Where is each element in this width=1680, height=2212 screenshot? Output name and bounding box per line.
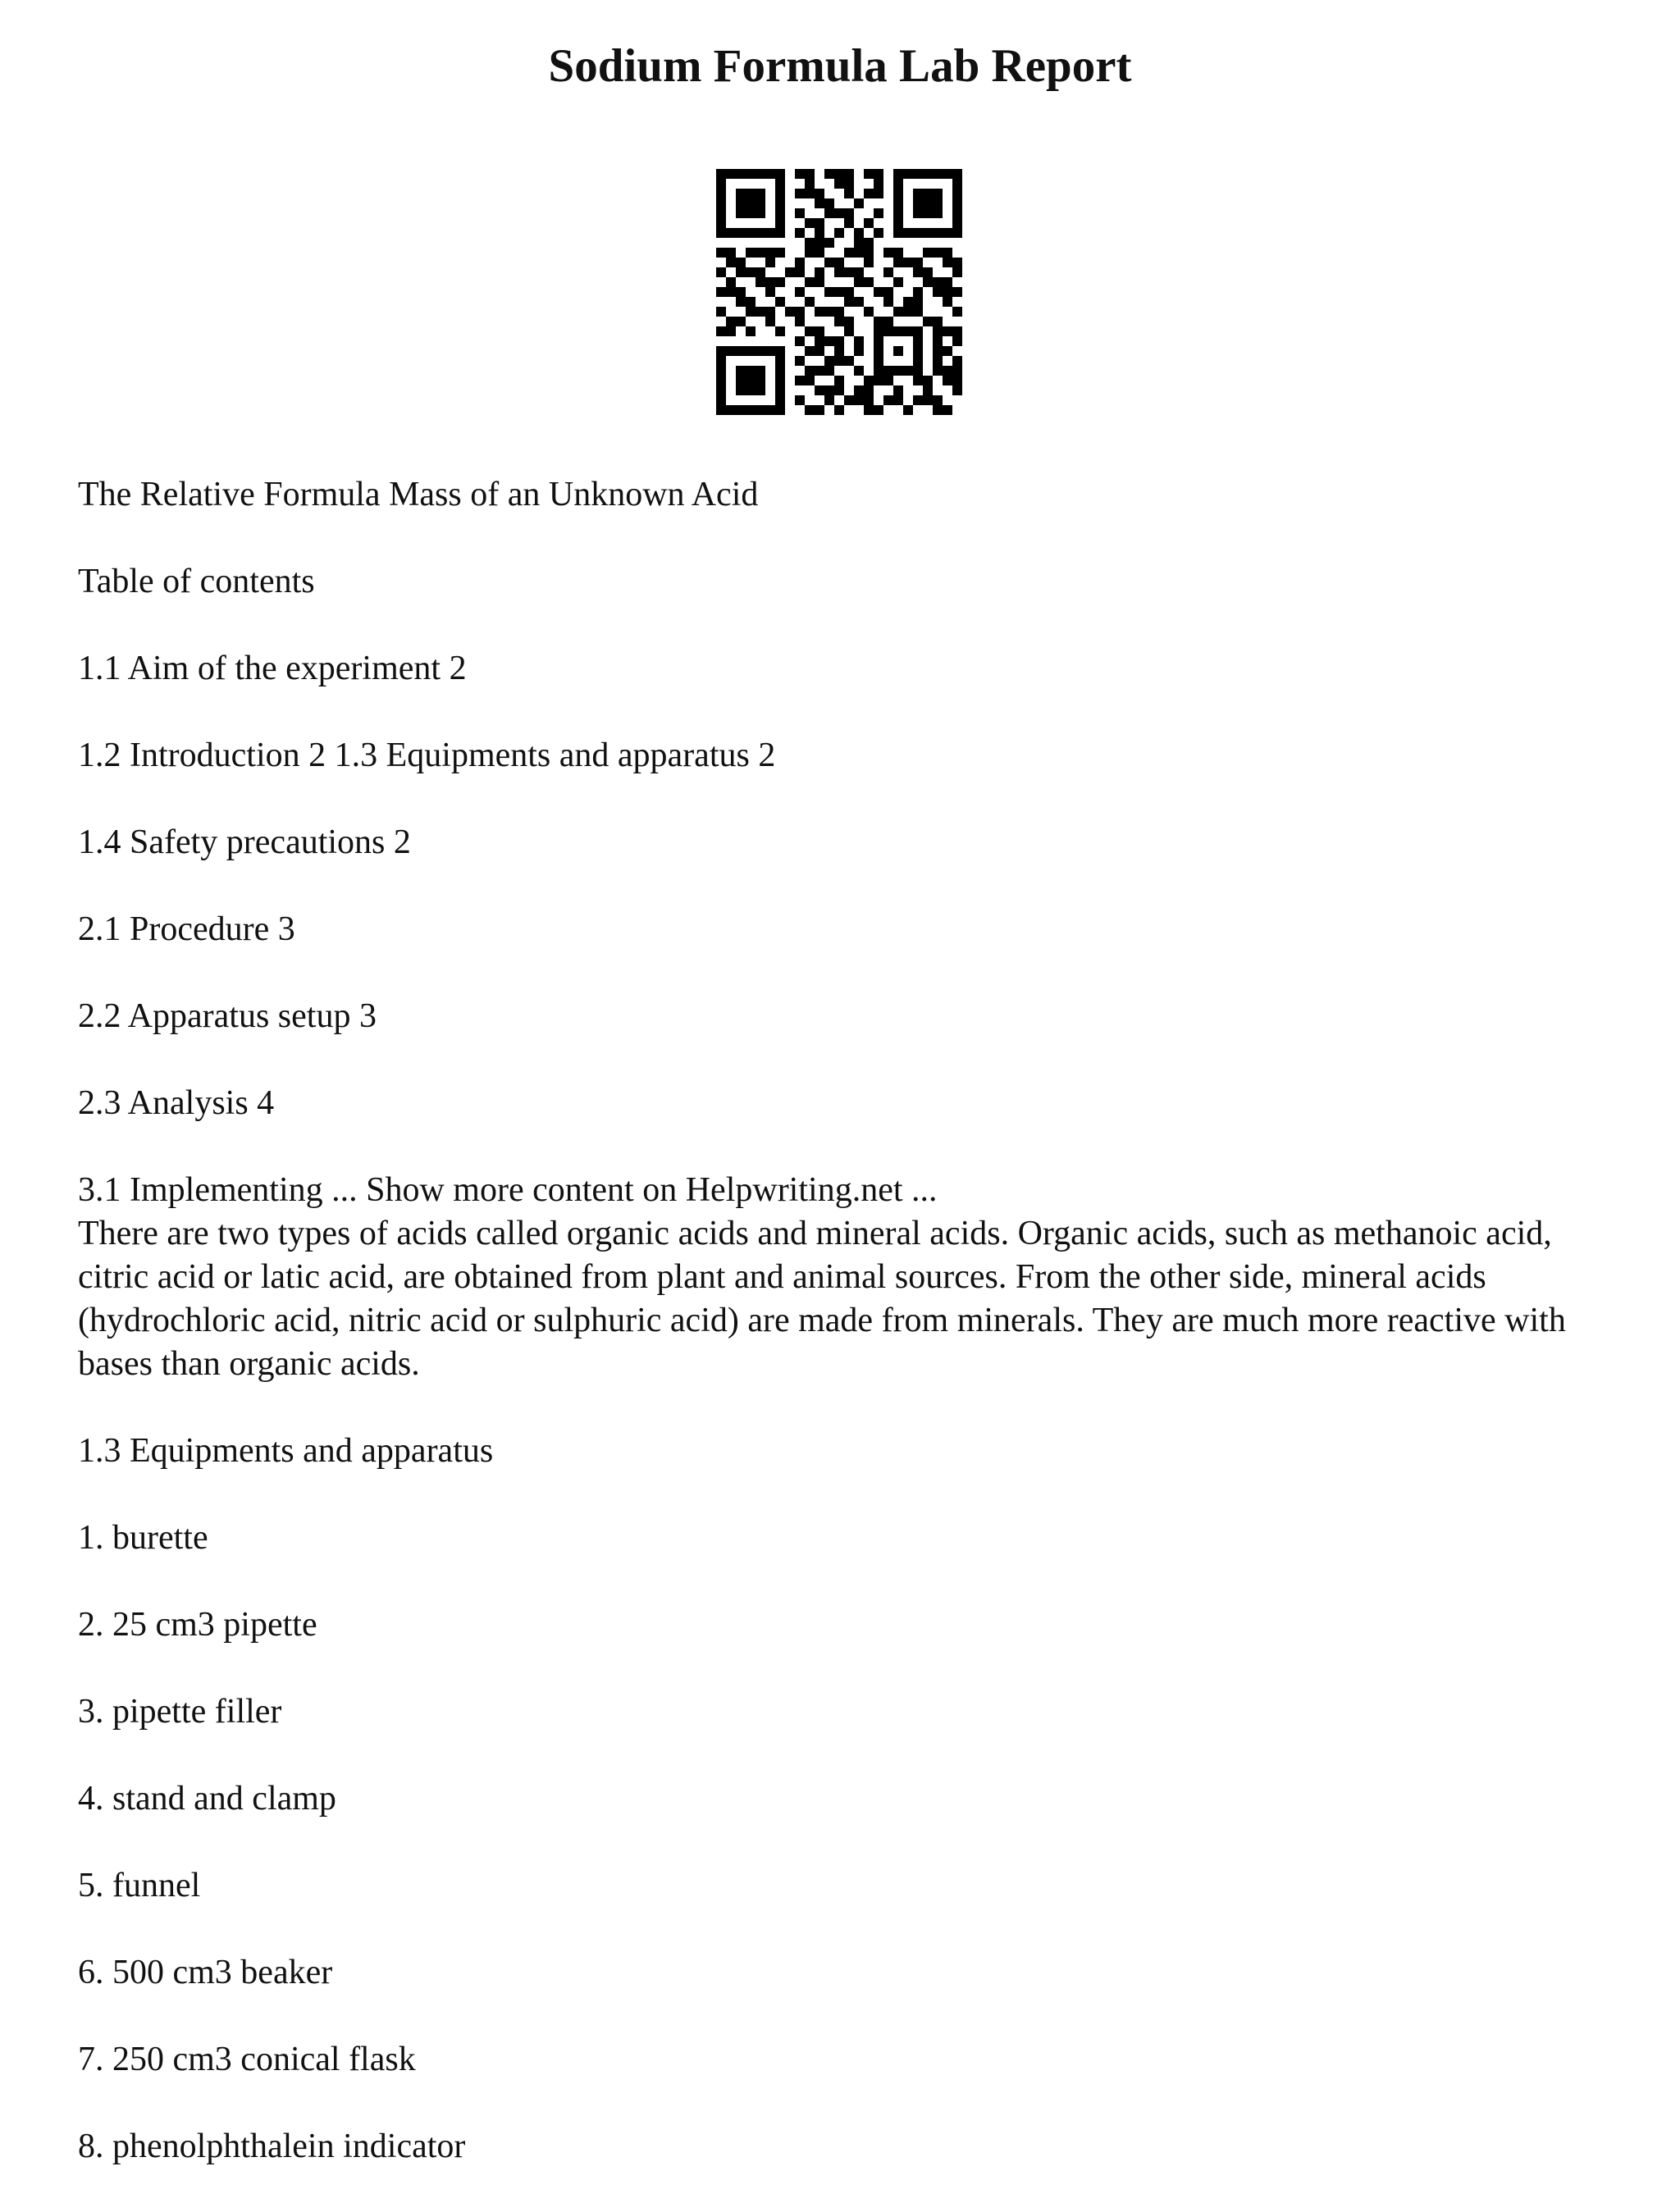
document-body (78, 473, 1612, 2212)
toc-item: 1.2 Introduction 2 1.3 Equipments and apparatus 2 (78, 737, 776, 774)
document-subtitle: The Relative Formula Mass of an Unknown Acid (78, 476, 759, 513)
equipment-item: 3. pipette filler (78, 1693, 282, 1731)
equipment-heading: 1.3 Equipments and apparatus (78, 1432, 494, 1470)
qr-code-icon (716, 169, 962, 415)
equipment-item: 7. 250 cm3 conical flask (78, 2041, 416, 2078)
equipment-item: 2. 25 cm3 pipette (78, 1606, 317, 1644)
toc-item: 1.4 Safety precautions 2 (78, 823, 411, 861)
intro-paragraph: There are two types of acids called organic acids and mineral acids. Organic acids, such as methanoic acid, citric acid or latic acid, are obtained from plant and animal sources. From the other side, mineral acids (hydrochloric acid, nitric acid or sulphuric acid) are made from minerals. They are much more reactive with bases than organic acids. (78, 1215, 1566, 1383)
toc-more-line: 3.1 Implementing ... Show more content on Helpwriting.net ... (78, 1171, 938, 1209)
toc-heading: Table of contents (78, 563, 315, 600)
toc-item: 2.2 Apparatus setup 3 (78, 997, 377, 1035)
page-title: Sodium Formula Lab Report (548, 40, 1132, 92)
toc-item: 2.1 Procedure 3 (78, 910, 295, 948)
equipment-item: 4. stand and clamp (78, 1780, 336, 1817)
equipment-item: 6. 500 cm3 beaker (78, 1954, 333, 1991)
equipment-item: 8. phenolphthalein indicator (78, 2128, 466, 2165)
equipment-item: 5. funnel (78, 1867, 201, 1904)
equipment-item: 1. burette (78, 1519, 208, 1557)
toc-item: 1.1 Aim of the experiment 2 (78, 650, 467, 687)
toc-item: 2.3 Analysis 4 (78, 1084, 275, 1122)
